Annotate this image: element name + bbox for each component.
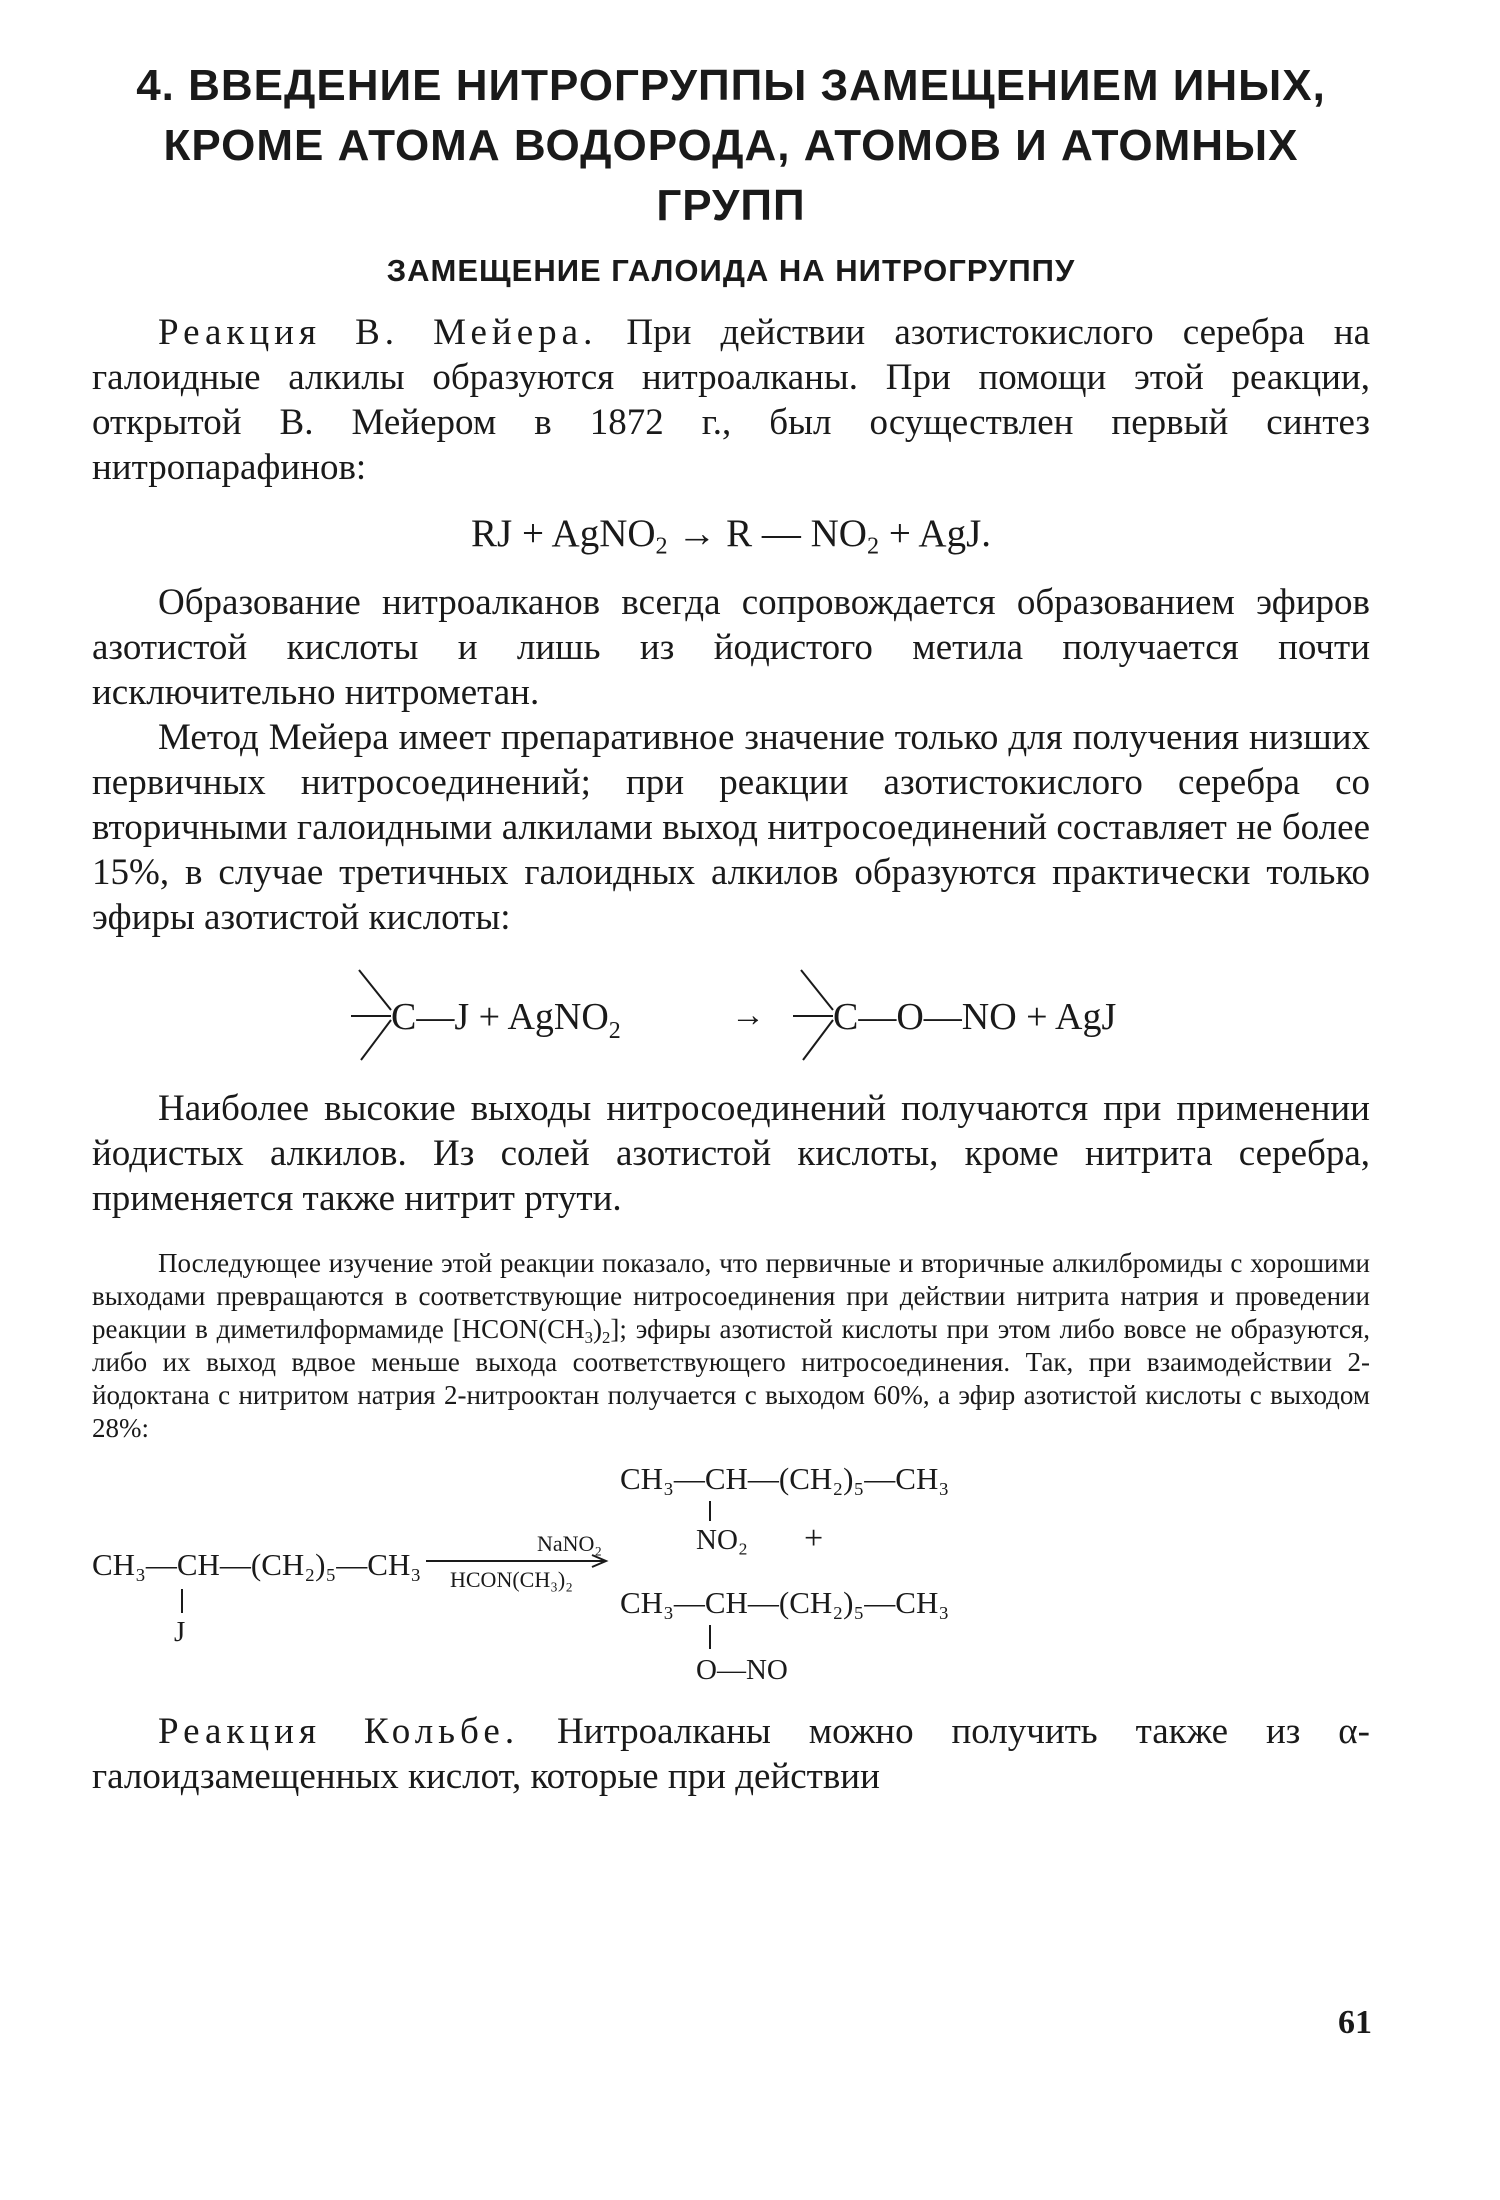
product-nitrooctane: CH₃—CH—(CH₂)₅—CH₃ [620, 1461, 950, 1496]
reaction-scheme-2-iodooctane [92, 1455, 1370, 1701]
bond-left-lower [361, 1020, 391, 1060]
paragraph-kolbe-reaction [92, 1709, 1370, 1799]
section-title-line-2: КРОМЕ АТОМА ВОДОРОДА, АТОМОВ И АТОМНЫХ [163, 121, 1299, 170]
paragraph-meyer-reaction [92, 310, 1370, 490]
equation-meyer [92, 510, 1370, 558]
bond-left-upper [359, 970, 391, 1010]
eq1-part-a: RJ + AgNO [471, 512, 656, 555]
dmf-sub-b: 2 [602, 1328, 611, 1348]
product2-substituent: O—NO [696, 1654, 788, 1686]
section-title-line-3: ГРУПП [656, 181, 806, 230]
paragraph-ester-formation: Образование нитроалканов всегда сопровождается образованием эфиров азотистой кислоты и лишь из йодистого метила получается почти исключительно нитрометан. [92, 582, 1370, 713]
dmf-text-c: ]; эфиры азотистой кислоты при этом либо вовсе не образуются, либо их выход вдвое меньше выхода соответствующего нитросоединения. Так, при взаимодействии 2-йодоктана с нитритом натрия 2-нитрооктан получается с выходом 60%, а эфир азотистой кислоты с выходом 28%: [92, 1314, 1370, 1443]
section-title [92, 56, 1370, 236]
kolbe-reaction-text: Нитроалканы можно получить также из α-галоидзамещенных кислот, которые при действии [92, 1711, 1370, 1797]
kolbe-reaction-lead: Реакция Кольбе. [158, 1711, 520, 1752]
eq1-part-b: → R — NO [667, 512, 867, 555]
eq1-part-c: + AgJ. [879, 512, 991, 555]
page-body [92, 56, 1370, 1799]
dmf-sub-a: 3 [584, 1328, 594, 1348]
subsection-title: ЗАМЕЩЕНИЕ ГАЛОИДА НА НИТРОГРУППУ [386, 253, 1076, 288]
plus-sign: + [804, 1520, 824, 1557]
bond-right-upper [801, 970, 833, 1010]
eq2-right: C—O—NO + AgJ [833, 996, 1117, 1038]
reactant-substituent: J [174, 1616, 186, 1648]
eq2-left: C—J + AgNO$_2$ [391, 996, 621, 1044]
paragraph-meyer-method: Метод Мейера имеет препаративное значение только для получения низших первичных нитросоединений; при реакции азотистокислого серебра со вторичными галоидными алкилами выход нитросоединений составляет не более 15%, в случае третичных галоидных алкилов образуются практически только эфиры азотистой кислоты: [92, 717, 1370, 938]
reagent-top: NaNO₂ [537, 1531, 603, 1556]
eq2-arrow: → [731, 997, 765, 1034]
meyer-reaction-text: При действии азотистокислого серебра на галоидные алкилы образуются нитроалканы. При помощи этой реакции, открытой В. Мейером в 1872 г., был осуществлен первый синтез нитропарафинов: [92, 312, 1371, 488]
page-number: 61 [1338, 2004, 1372, 2041]
bond-right-lower [803, 1020, 833, 1060]
paragraph-iodide-yields: Наиболее высокие выходы нитросоединений получаются при применении йодистых алкилов. Из солей азотистой кислоты, кроме нитрита серебра, применяется также нитрит ртути. [92, 1088, 1370, 1219]
product1-substituent: NO₂ [696, 1524, 748, 1556]
reactant-formula: CH₃—CH—(CH₂)₅—CH₃ [92, 1547, 422, 1582]
paragraph-dmf-study [92, 1247, 1370, 1445]
section-title-line-1: 4. ВВЕДЕНИЕ НИТРОГРУППЫ ЗАМЕЩЕНИЕМ ИНЫХ, [136, 61, 1326, 110]
product-nitrite-ester: CH₃—CH—(CH₂)₅—CH₃ [620, 1585, 950, 1620]
eq1-sub-a: 2 [655, 532, 668, 560]
meyer-reaction-lead: Реакция В. Мейера. [158, 312, 598, 353]
dmf-text-a: Последующее изучение этой реакции показало, что первичные и вторичные алкилбромиды с хорошими выходами превращаются в соответствующие нитросоединения при действии нитрита натрия и проведении реакции в диметилформамиде [HCON(CH [92, 1248, 1370, 1344]
equation-tertiary-halide [321, 954, 1141, 1072]
dmf-text-b: ) [593, 1314, 603, 1344]
reagent-bottom: HCON(CH₃)₂ [450, 1567, 573, 1592]
eq1-sub-b: 2 [866, 532, 880, 560]
